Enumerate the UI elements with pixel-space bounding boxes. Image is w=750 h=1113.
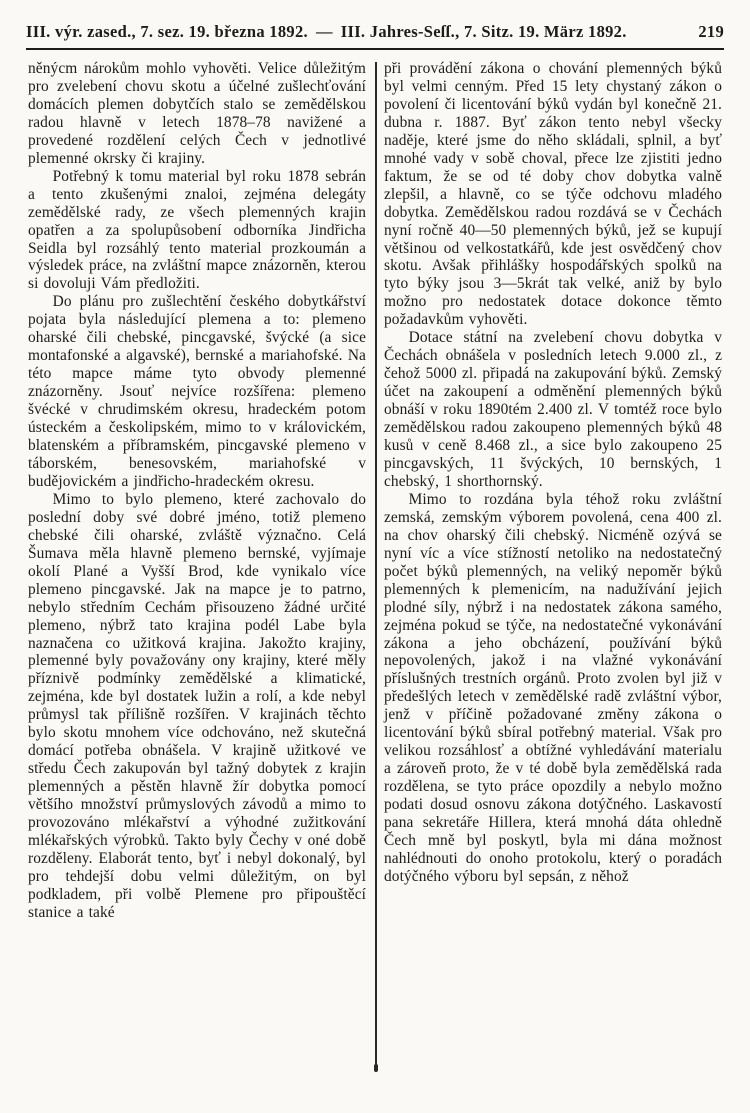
paragraph: Potřebný k tomu material byl roku 1878 sebrán a tento zkušenými znaloi, zejména delegáty zemědělské rady, ze všech plemenných krajin opatřen a za spolupůsobení odborníka Jindřicha Seidla byl rozsáhlý tento material prozkoumán a výsledek práce, na zvláštní mapce znázorněn, kterou si dovoluji Vám předložiti.: [28, 167, 366, 293]
running-head-czech-date: III. výr. zased., 7. sez. 19. března 1892.: [26, 22, 308, 41]
paragraph: při provádění zákona o chování plemenných býků byl velmi cenným. Před 15 lety chystaný zákon o povolení či licentování býků vydán byl konečně 21. dubna r. 1887. Byť zákon tento nebyl všecky naděje, které jsme do něho skládali, splnil, a byť mnohé vady v sobě choval, přece lze zjistiti jedno faktum, že se od té doby chov dobytka valně zlepšil, a hlavně, co se týče odchovu mladého dobytka. Zemědělskou radou rozdává se v Čechách nyní ročně 40—50 plemenných býků, jež se kupují většinou od velkostatkářů, kde jest osvědčený chov skotu. Avšak přihlášky hospodářských spolků na tyto býky jsou 3—5krát tak velké, aniž by bylo možno pro nedostatek dotace dokonce těmto požadavkům vyhověti.: [384, 60, 722, 329]
page-number: 219: [698, 22, 724, 41]
running-head-german-date: III. Jahres-Seſſ., 7. Sitz. 19. März 1892.: [340, 22, 627, 41]
paragraph: Mimo to bylo plemeno, které zachovalo do poslední doby své dobré jméno, totiž plemeno chebské čili oharské, zvláště význačno. Celá Šumava měla hlavně plemeno bernské, vyjímaje okolí Plané a Vyšší Brod, kde vynikalo více plemeno pincgavské. Jak na mapce je to patrno, nebylo středním Cechám přisouzeno žádné určité plemeno, nýbrž tato krajina podél Labe byla naznačena co užitková krajina. Jakožto krajiny, plemenné byly považovány ony krajiny, které měly příznivě podmínky zemědělské a klimatické, zejména, kde byl dostatek lužin a rolí, a kde nebyl průmysl tak přílišně rozšířen. V krajinách těchto bylo skotu mnohem více odchováno, než skutečná domácí potřeba obnášela. V krajině užitkové ve středu Čech zakupován byl tažný dobytek z krajin plemenných a pěstěn hlavně žír dobytka pomocí většího množství průmyslových závodů a mimo to provozováno mlékařství a výhodné zužitkování mlékařských výrobků. Takto byly Čechy v oné době rozděleny. Elaborát tento, byť i nebyl dokonalý, byl pro tehdejší dobu velmi důležitým, on byl podkladem, při volbě Plemene pro připouštěcí stanice a také: [28, 490, 366, 921]
paragraph: Mimo to rozdána byla téhož roku zvláštní zemská, zemským výborem povolená, cena 400 zl. na chov oharský čili chebský. Nicméně ozývá se nyní víc a více stížností netoliko na nedostatečný počet býků plemenných, na veliký nepoměr býků plemenných k plemenicím, na nadužívání jejich plodné síly, nýbrž i na nedostatek zákona samého, zejména pokud se týče, na nedostatečné vykonávání zákona a jeho obcházení, používání býků nepovolených, jakož i na vlažné vykonávání příslušných trestních orgánů. Proto zvolen byl již v předešlých letech v zemědělské radě zvláštní výbor, jenž v příčině požadované změny zákona o licentování býků sbíral potřebný material. Však pro velikou rozsáhlosť a obtížné vyhledávání materialu a zároveň proto, že v té době byla zemědělská rada rozdělena, se tyto práce opozdily a nebylo možno podati dosud osnovu zákona dotýčného. Laskavostí pana sekretáře Hillera, která mnohá dáta ohledně Čech mně byl poskytl, byla mi dána možnost nahlédnouti do onoho protokolu, který o poradách dotýčného výboru byl sepsán, z něhož: [384, 490, 722, 885]
running-head: [26, 22, 724, 50]
running-head-separator: —: [315, 22, 333, 41]
text-column-left: [28, 60, 366, 922]
column-divider-rule: [375, 62, 377, 1070]
paragraph: něnýcm nárokům mohlo vyhověti. Velice důležitým pro zvelebení chovu skotu a účelné zušlechťování domácích plemen dobytčích stalo se zemědělskou radou hlavně v letech 1878–78 navižené a provedené rozdělení celých Čech v jednotlivé plemenné okrsky či krajiny.: [28, 60, 366, 167]
paragraph: Do plánu pro zušlechtění českého dobytkářství pojata byla následující plemena a to: plemeno oharské čili chebské, pincgavské, švýcké (a sice montafonské a algavské), bernské a mariahofské. Na této mapce máme tyto obvody plemenné znázorněny. Jsouť nejvíce rozšířena: plemeno švécké v chrudimském okresu, hradeckém potom ústeckém a českolipském, mimo to v královickém, blatenském a příbramském, pincgavské plemeno v táborském, benesovském, mariahofské v budějovickém a jindřicho-hradeckém okresu.: [28, 293, 366, 490]
paragraph: Dotace státní na zvelebení chovu dobytka v Čechách obnášela v posledních letech 9.000 zl., z čehož 5000 zl. připadá na zakupování býků. Zemský účet na zakoupení a odměnění plemenných býků obnáší v roku 1890tém 2.400 zl. V tomtéž roce bylo zemědělskou radou zakoupeno plemenných býků 48 kusů v ceně 8.468 zl., a sice bylo zakoupeno 25 pincgavských, 11 švýckých, 10 bernských, 1 chebský, 1 shorthornský.: [384, 329, 722, 490]
running-head-titles: [26, 22, 627, 42]
text-column-right: [384, 60, 722, 886]
